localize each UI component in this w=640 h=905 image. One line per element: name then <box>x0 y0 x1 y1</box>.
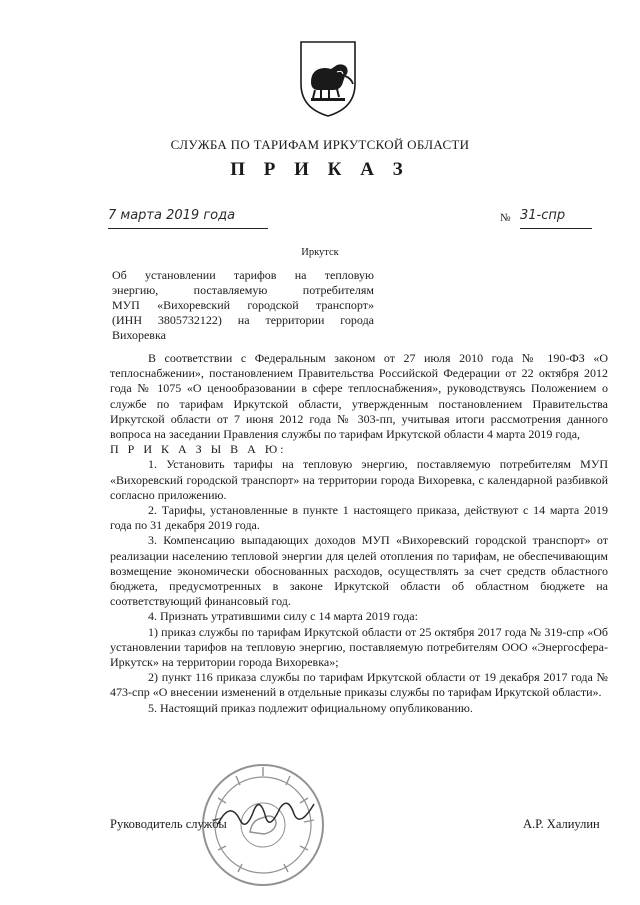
order-number-block <box>500 208 592 228</box>
coat-of-arms-icon <box>297 38 359 120</box>
order-subject <box>112 268 374 343</box>
signatory-name: А.Р. Халиулин <box>523 817 600 831</box>
city-name: Иркутск <box>301 247 339 258</box>
order-item-3: 3. Компенсацию выпадающих доходов МУП «Вихоревский городской транспорт» от реализации населению тепловой энергии для целей отопления по тарифам, не обеспечивающим возмещение экономически обоснованных расходов, осуществлять за счет средств областного бюджета, предусмотренных в законе Иркутской области об областном бюджете на соответствующий финансовый год. <box>110 533 608 609</box>
subject-line: энергию, поставляемую потребителям <box>112 283 374 297</box>
order-item-2: 2. Тарифы, установленные в пункте 1 настоящего приказа, действуют с 14 марта 2019 года по 31 декабря 2019 года. <box>110 503 608 533</box>
order-body <box>110 351 608 716</box>
number-sign: № <box>500 212 511 224</box>
subject-line: (ИНН 3805732122) на территории города <box>112 313 374 327</box>
order-item-4-2: 2) пункт 116 приказа службы по тарифам Иркутской области от 19 декабря 2017 года № 473-спр «О внесении изменений в отдельные приказы службы по тарифам Иркутской области». <box>110 670 608 700</box>
order-item-4: 4. Признать утратившими силу с 14 марта 2019 года: <box>148 609 418 624</box>
organization-name: СЛУЖБА ПО ТАРИФАМ ИРКУТСКОЙ ОБЛАСТИ <box>170 137 470 152</box>
document-type-title: П Р И К А З <box>230 159 410 180</box>
order-date-handwritten: 7 марта 2019 года <box>108 208 268 229</box>
signature-icon <box>210 790 320 840</box>
preamble-paragraph: В соответствии с Федеральным законом от 27 июля 2010 года № 190-ФЗ «О теплоснабжении», постановлением Правительства Российской Федерации от 22 октября 2012 года № 1075 «О ценообразовании в сфере теплоснабжения», руководствуясь Положением о службе по тарифам Иркутской области, утвержденным постановлением Правительства Иркутской области от 7 июня 2012 года № 303-пп, учитывая итоги рассмотрения данного вопроса на заседании Правления службы по тарифам Иркутской области 4 марта 2019 года, <box>110 351 608 442</box>
order-item-4-1: 1) приказ службы по тарифам Иркутской области от 25 октября 2017 года № 319-спр «Об установлении тарифов на тепловую энергию, поставляемую потребителям ООО «Энергосфера-Иркутск» на территории города Вихоревка»; <box>110 624 608 670</box>
subject-line: МУП «Вихоревский городской транспорт» <box>112 298 374 312</box>
subject-line: Об установлении тарифов на тепловую <box>112 268 374 282</box>
order-item-1: 1. Установить тарифы на тепловую энергию, поставляемую потребителям МУП «Вихоревский городской транспорт» на территории города Вихоревка, с календарной разбивкой согласно приложению. <box>110 457 608 502</box>
order-item-5: 5. Настоящий приказ подлежит официальному опубликованию. <box>148 700 473 715</box>
order-number-handwritten: 31-спр <box>520 208 592 229</box>
order-word: П Р И К А З Ы В А Ю: <box>110 442 287 457</box>
signatory-position: Руководитель службы <box>110 817 227 831</box>
subject-line: Вихоревка <box>112 328 166 342</box>
